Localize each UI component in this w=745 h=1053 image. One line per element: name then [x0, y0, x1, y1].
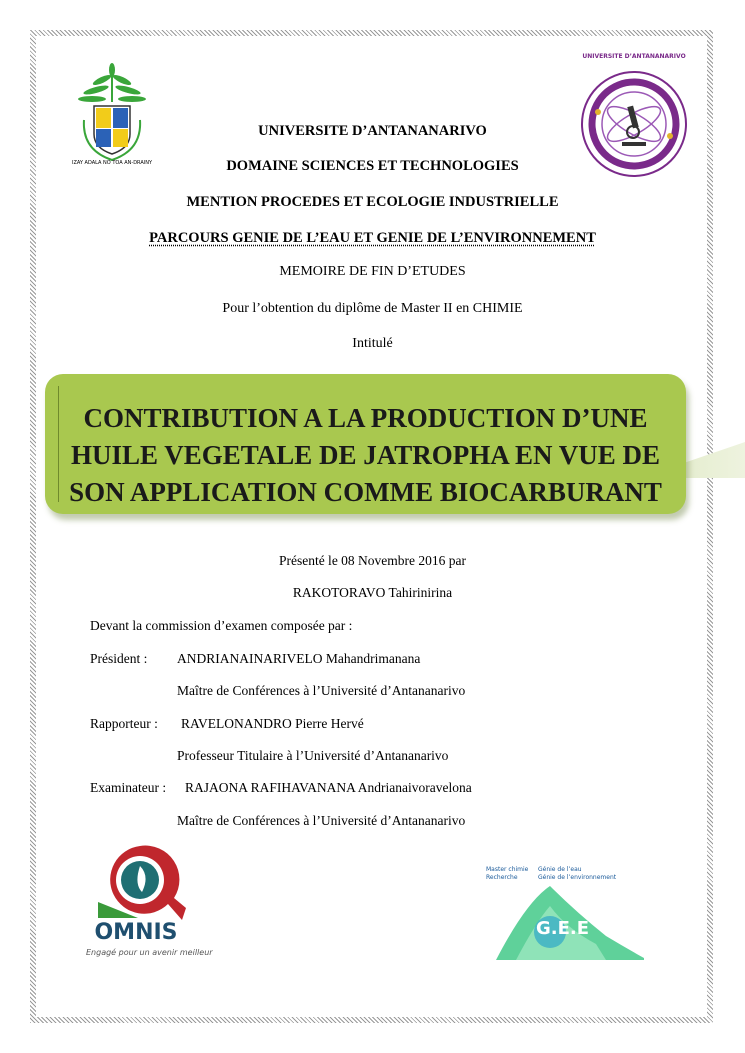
university-crest-logo — [62, 62, 162, 172]
jury-member-title: Professeur Titulaire à l’Université d’Antananarivo — [177, 748, 449, 763]
gee-master-label: Master chimie — [486, 866, 529, 873]
gee-eau-label: Génie de l’eau — [538, 866, 582, 873]
plant-icon — [78, 63, 146, 102]
jury-member-title: Maître de Conférences à l’Université d’Antananarivo — [177, 813, 466, 828]
commission-line: Devant la commission d’examen composée par : — [90, 618, 353, 633]
parcours-name: PARCOURS GENIE DE L’EAU ET GENIE DE L’ENVIRONNEMENT — [149, 230, 596, 246]
memoire-label: MEMOIRE DE FIN D’ETUDES — [279, 264, 466, 279]
thesis-title-box — [45, 374, 686, 514]
gee-logo — [486, 866, 646, 962]
gee-letters: G.E.E — [536, 918, 590, 939]
faculty-university-label: UNIVERSITE D’ANTANANARIVO — [582, 53, 686, 60]
thesis-title-line-3: SON APPLICATION COMME BIOCARBURANT — [69, 477, 662, 507]
jury-member-name: RAVELONANDRO Pierre Hervé — [181, 716, 364, 731]
gee-recherche-label: Recherche — [486, 874, 518, 881]
domain-name: DOMAINE SCIENCES ET TECHNOLOGIES — [226, 158, 519, 174]
jury-member-name: RAJAONA RAFIHAVANANA Andrianaivoravelona — [185, 780, 472, 795]
mention-name: MENTION PROCEDES ET ECOLOGIE INDUSTRIELLE — [186, 194, 559, 210]
crest-motto: IZAY ADALA NO TOA AN-DRAINY — [71, 160, 153, 166]
jury-member-name: ANDRIANAINARIVELO Mahandrimanana — [177, 651, 421, 666]
author-name: RAKOTORAVO Tahirinirina — [292, 585, 453, 600]
obtention-line: Pour l’obtention du diplôme de Master II en CHIMIE — [222, 301, 523, 316]
jury-role: Rapporteur : — [90, 716, 158, 731]
university-name: UNIVERSITE D’ANTANANARIVO — [258, 123, 487, 139]
omnis-tagline: Engagé pour un avenir meilleur — [86, 948, 213, 957]
jury-member-title: Maître de Conférences à l’Université d’Antananarivo — [177, 683, 466, 698]
jury-role: Examinateur : — [90, 780, 167, 795]
thesis-title-line-2: HUILE VEGETALE DE JATROPHA EN VUE DE — [70, 440, 661, 470]
gee-env-label: Génie de l’environnement — [538, 874, 617, 881]
presentation-date: Présenté le 08 Novembre 2016 par — [278, 553, 467, 568]
omnis-name: OMNIS — [94, 920, 178, 945]
thesis-title-line-1: CONTRIBUTION A LA PRODUCTION D’UNE — [83, 403, 648, 433]
omnis-logo — [86, 842, 213, 972]
jury-role: Président : — [90, 651, 148, 666]
intitule-label: Intitulé — [352, 336, 393, 351]
